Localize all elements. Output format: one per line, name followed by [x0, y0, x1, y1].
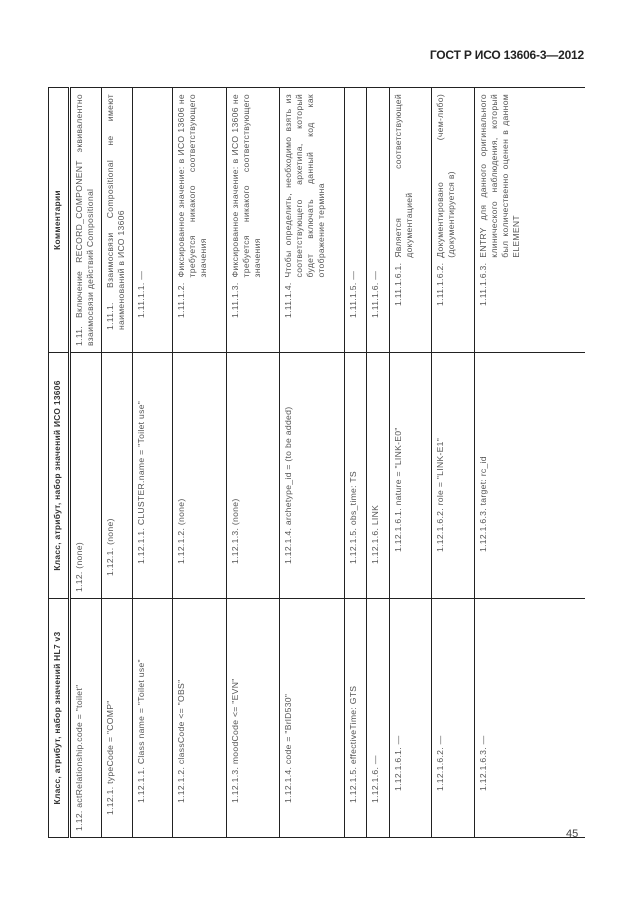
comment-text: Фиксированное значение: в ИСО 13606 не требуется никакого соответствующего значения [230, 94, 262, 278]
page-number: 45 [566, 828, 579, 840]
comment-text: Чтобы определить, необходимо взять из соответствующего архетипа, который будет включать данный код как отображение термина [283, 94, 326, 278]
cell-iso: 1.12.1.6.1. nature = "LINK-E0" [390, 353, 432, 599]
document-standard-header: ГОСТ Р ИСО 13606-3—2012 [429, 48, 584, 62]
comment-number: 1.11.1.6.3. [478, 262, 488, 306]
comment-text: — [136, 270, 146, 280]
cell-comment [173, 88, 227, 353]
comment-number: 1.11.1.1. [136, 282, 146, 318]
cell-iso: 1.12.1.2. (none) [173, 353, 227, 599]
cell-hl7: 1.12.1.6.3. — [475, 599, 585, 838]
header-comments: Комментарии [49, 88, 70, 353]
cell-hl7: 1.12.1.5. effectiveTime: GTS [345, 599, 367, 838]
cell-hl7: 1.12.1.2. classCode <= "OBS" [173, 599, 227, 838]
comment-number: 1.11.1. [105, 302, 115, 330]
cell-hl7: 1.12. actRelationship.code = "toilet" [70, 599, 102, 838]
cell-comment [432, 88, 475, 353]
cell-iso: 1.12.1.5. obs_time: TS [345, 353, 367, 599]
cell-iso: 1.12. (none) [70, 353, 102, 599]
cell-comment [227, 88, 280, 353]
comment-text: ENTRY для данного оригинального клинического наблюдения, который был количественно оценен в данном ELEMENT [478, 94, 521, 258]
cell-hl7: 1.12.1.6.1. — [390, 599, 432, 838]
comment-text: — [348, 270, 358, 280]
comment-text: — [370, 270, 380, 280]
cell-hl7: 1.12.1.1. Class name = "Toilet use" [133, 599, 173, 838]
comment-number: 1.11.1.5. [348, 282, 358, 318]
cell-hl7: 1.12.1.4. code = "BrlD530" [280, 599, 345, 838]
cell-comment [345, 88, 367, 353]
table-row [280, 88, 345, 838]
cell-comment [475, 88, 585, 353]
cell-iso: 1.12.1.1. CLUSTER.name = "Toilet use" [133, 353, 173, 599]
comment-number: 1.11.1.4. [283, 282, 293, 318]
comment-text: Взаимосвязи Compositional не имеют наименований в ИСО 13606 [105, 94, 126, 330]
header-iso: Класс, атрибут, набор значений ИСО 13606 [49, 353, 70, 599]
comment-number: 1.11.1.6.1. [393, 262, 403, 306]
cell-iso: 1.12.1.4. archetype_id = (to be added) [280, 353, 345, 599]
comment-number: 1.11.1.6. [370, 282, 380, 318]
mapping-table [48, 87, 585, 838]
comment-number: 1.11.1.6.2. [435, 262, 445, 306]
comment-text: Фиксированное значение: в ИСО 13606 не требуется никакого соответствующего значения [176, 94, 208, 278]
table-row [475, 88, 585, 838]
cell-hl7: 1.12.1.6. — [367, 599, 390, 838]
table-row [227, 88, 280, 838]
cell-iso: 1.12.1.3. (none) [227, 353, 280, 599]
table-row [367, 88, 390, 838]
table-row [345, 88, 367, 838]
cell-comment [280, 88, 345, 353]
comment-text: Является соответствующей документацией [393, 94, 414, 258]
cell-hl7: 1.12.1.3. moodCode <= "EVN" [227, 599, 280, 838]
cell-hl7: 1.12.1. typeCode = "COMP" [102, 599, 133, 838]
comment-number: 1.11.1.2. [176, 282, 186, 318]
table-row [173, 88, 227, 838]
cell-comment [390, 88, 432, 353]
comment-number: 1.11. [74, 326, 84, 346]
cell-comment [70, 88, 102, 353]
table-row [133, 88, 173, 838]
cell-comment [367, 88, 390, 353]
cell-comment [102, 88, 133, 353]
cell-iso: 1.12.1. (none) [102, 353, 133, 599]
cell-iso: 1.12.1.6.3. target: rc_id [475, 353, 585, 599]
cell-iso: 1.12.1.6.2. role = "LINK-E1" [432, 353, 475, 599]
comment-text: Включение RECORD_COMPONENT эквивалентно взаимосвязи действий Compositional [74, 94, 95, 346]
table-header-row [49, 88, 70, 838]
table-row [102, 88, 133, 838]
comment-number: 1.11.1.3. [230, 282, 240, 318]
cell-comment [133, 88, 173, 353]
table-row [390, 88, 432, 838]
cell-hl7: 1.12.1.6.2. — [432, 599, 475, 838]
rotated-table-frame [48, 88, 585, 838]
table-row [70, 88, 102, 838]
comment-text: Документировано (чем-либо) (документируется в) [435, 94, 456, 258]
table-row [432, 88, 475, 838]
cell-iso: 1.12.1.6. LINK [367, 353, 390, 599]
header-hl7: Класс, атрибут, набор значений HL7 v3 [49, 599, 70, 838]
